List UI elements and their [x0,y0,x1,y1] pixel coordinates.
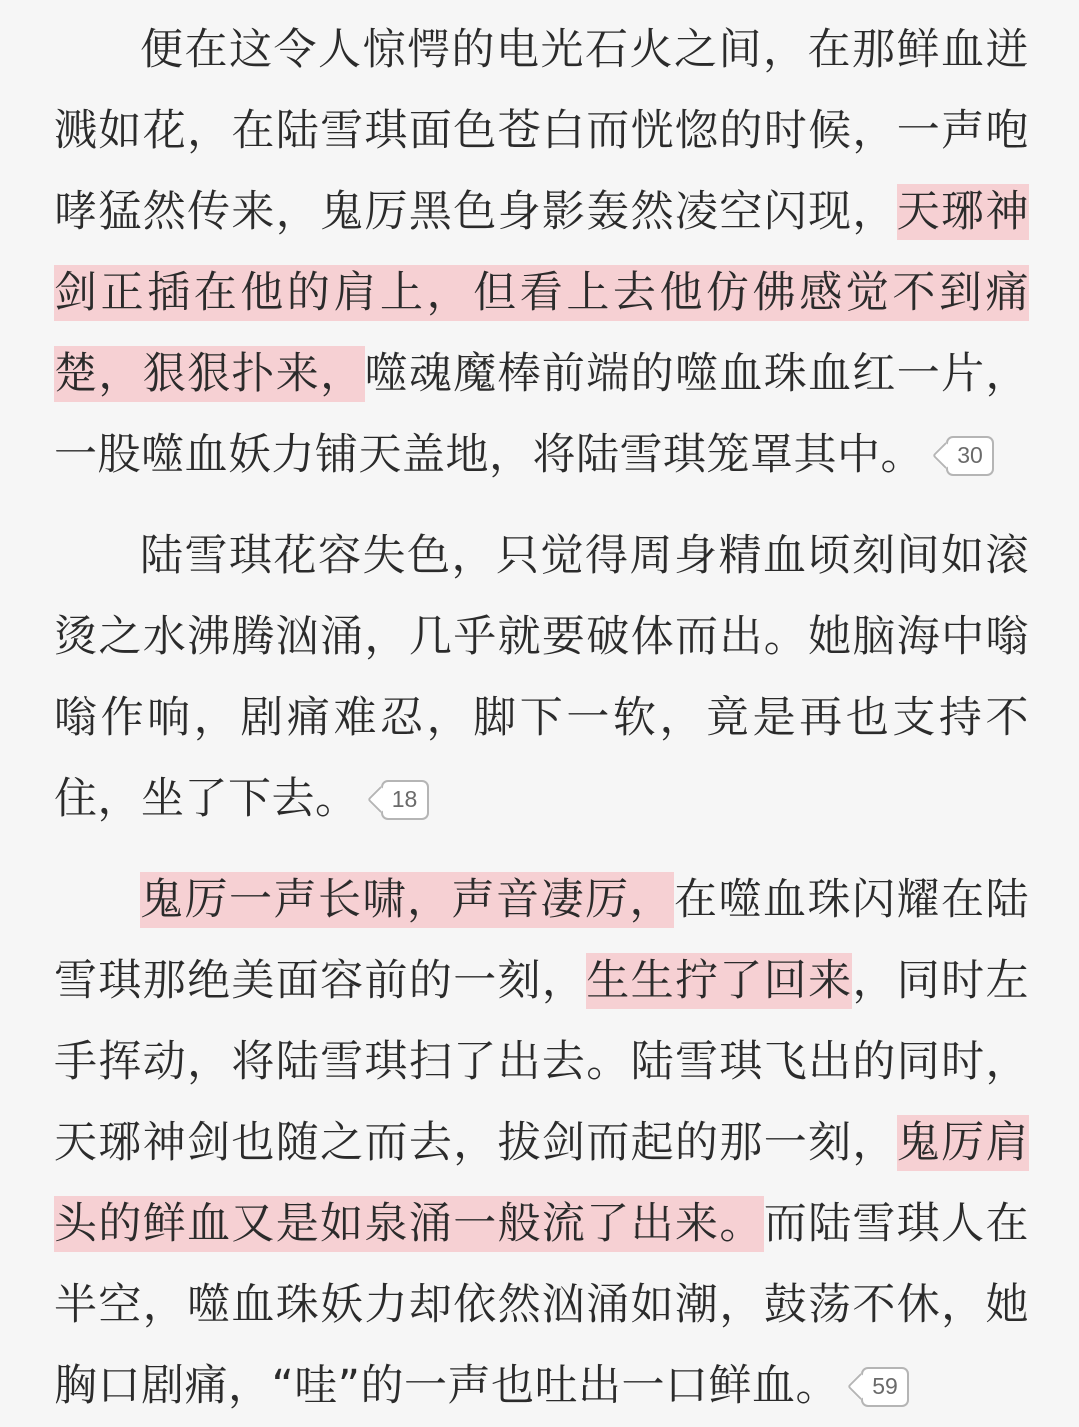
comment-count: 59 [872,1373,898,1399]
paragraph-1 [54,10,1029,496]
text-segment: 噬魂魔棒前端的噬血珠血红一片，一股噬血妖力铺天盖地，将陆雪琪笼罩其中。 [54,349,1029,480]
text-segment: ，同时左手挥动，将陆雪琪扫了出去。陆雪琪飞出的同时，天琊神剑也随之而去，拔剑而起的那一刻， [54,956,1030,1168]
comment-count: 30 [957,442,983,468]
text-segment: 在噬血珠闪耀在陆雪琪那绝美面容前的一刻， [54,875,1029,1006]
paragraph-3 [54,860,1029,1427]
highlighted-text[interactable]: 鬼厉肩头的鲜血又是如泉涌一般流了出来。 [54,1115,1029,1252]
text-segment: 而陆雪琪人在半空，噬血珠妖力却依然汹涌如潮，鼓荡不休，她胸口剧痛，“哇”的一声也吐出一口鲜血。 [54,1199,1030,1411]
text-segment: 陆雪琪花容失色，只觉得周身精血顷刻间如滚烫之水沸腾汹涌，几乎就要破体而出。她脑海中嗡嗡作响，剧痛难忍，脚下一软，竟是再也支持不住，坐了下去。 [54,531,1029,824]
paragraph-comment-badge[interactable] [946,436,994,476]
paragraph-comment-badge[interactable] [381,780,429,820]
comment-count: 18 [391,786,418,812]
paragraph-2 [54,516,1029,840]
paragraph-comment-badge[interactable] [861,1367,909,1407]
highlighted-text[interactable]: 鬼厉一声长啸，声音凄厉， [140,872,674,928]
highlighted-text[interactable]: 生生拧了回来 [586,953,852,1009]
highlighted-text[interactable]: 天琊神剑正插在他的肩上，但看上去他仿佛感觉不到痛楚，狠狠扑来， [54,184,1029,402]
text-segment: 便在这令人惊愕的电光石火之间，在那鲜血迸溅如花，在陆雪琪面色苍白而恍惚的时候，一声咆哮猛然传来，鬼厉黑色身影轰然凌空闪现， [54,25,1029,237]
